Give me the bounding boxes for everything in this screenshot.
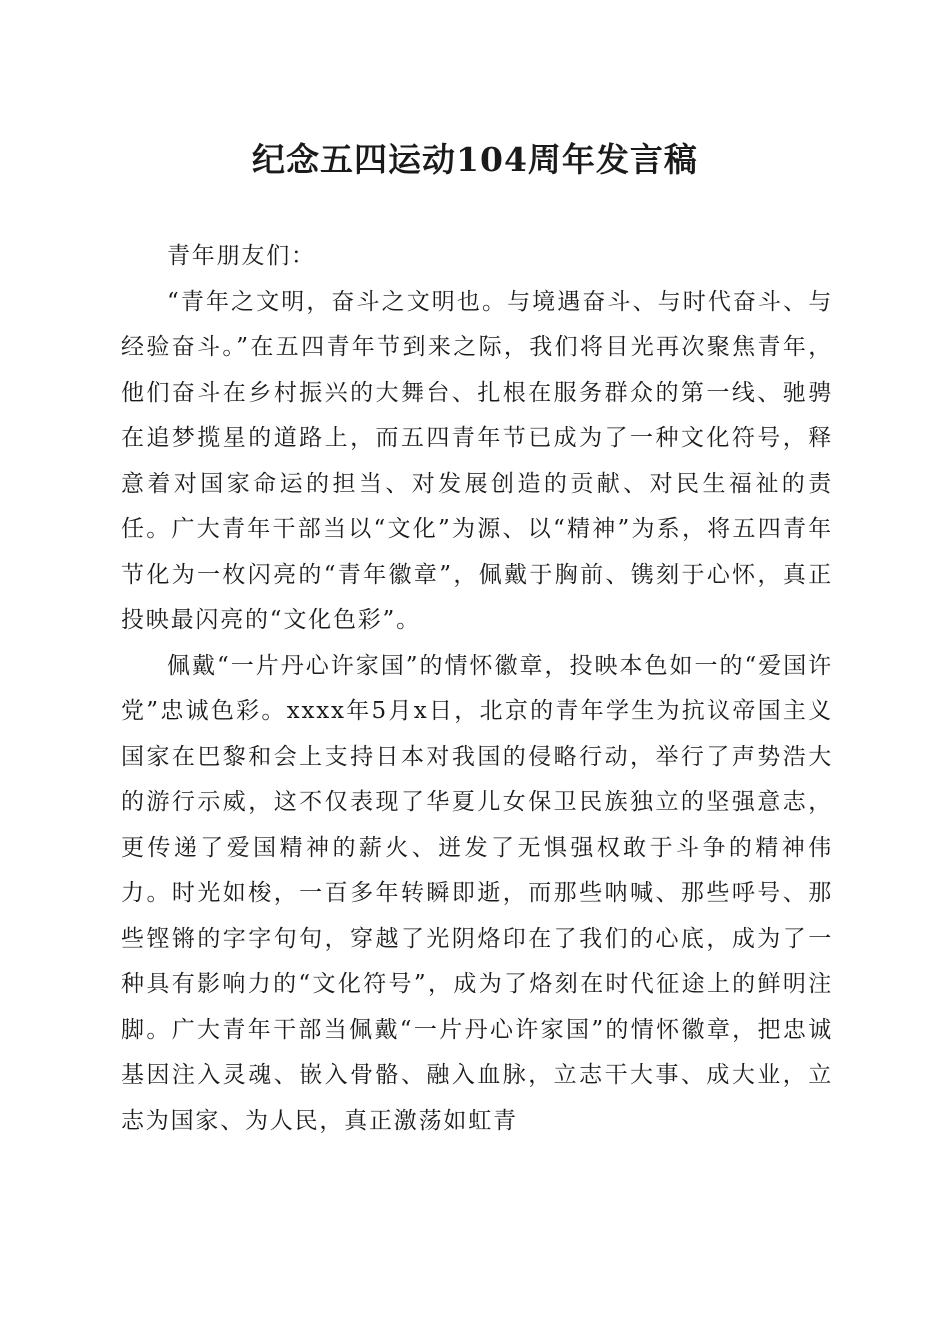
paragraph-2: 佩戴“一片丹心许家国”的情怀徽章，投映本色如一的“爱国许党”忠诚色彩。xxxx年5月x日，北京的青年学生为抗议帝国主义国家在巴黎和会上支持日本对我国的侵略行动，举行了声势浩大的游行示威，这不仅表现了华夏儿女保卫民族独立的坚强意志，更传递了爱国精神的薪火、迸发了无惧强权敢于斗争的精神伟力。时光如梭，一百多年转瞬即逝，而那些呐喊、那些呼号、那些铿锵的字字句句，穿越了光阴烙印在了我们的心底，成为了一种具有影响力的“文化符号”，成为了烙刻在时代征途上的鲜明注脚。广大青年干部当佩戴“一片丹心许家国”的情怀徽章，把忠诚基因注入灵魂、嵌入骨骼、融入血脉，立志干大事、成大业，立志为国家、为人民，真正激荡如虹青 — [121, 652, 833, 1134]
document-body — [121, 234, 833, 1144]
paragraph-1: “青年之文明，奋斗之文明也。与境遇奋斗、与时代奋斗、与经验奋斗。”在五四青年节到来之际，我们将目光再次聚焦青年，他们奋斗在乡村振兴的大舞台、扎根在服务群众的第一线、驰骋在追梦揽星的道路上，而五四青年节已成为了一种文化符号，释意着对国家命运的担当、对发展创造的贡献、对民生福祉的责任。广大青年干部当以“文化”为源、以“精神”为系，将五四青年节化为一枚闪亮的“青年徽章”，佩戴于胸前、镌刻于心怀，真正投映最闪亮的“文化色彩”。 — [121, 288, 833, 633]
salutation: 青年朋友们： — [167, 243, 316, 269]
page-title: 纪念五四运动104周年发言稿 — [252, 140, 698, 179]
